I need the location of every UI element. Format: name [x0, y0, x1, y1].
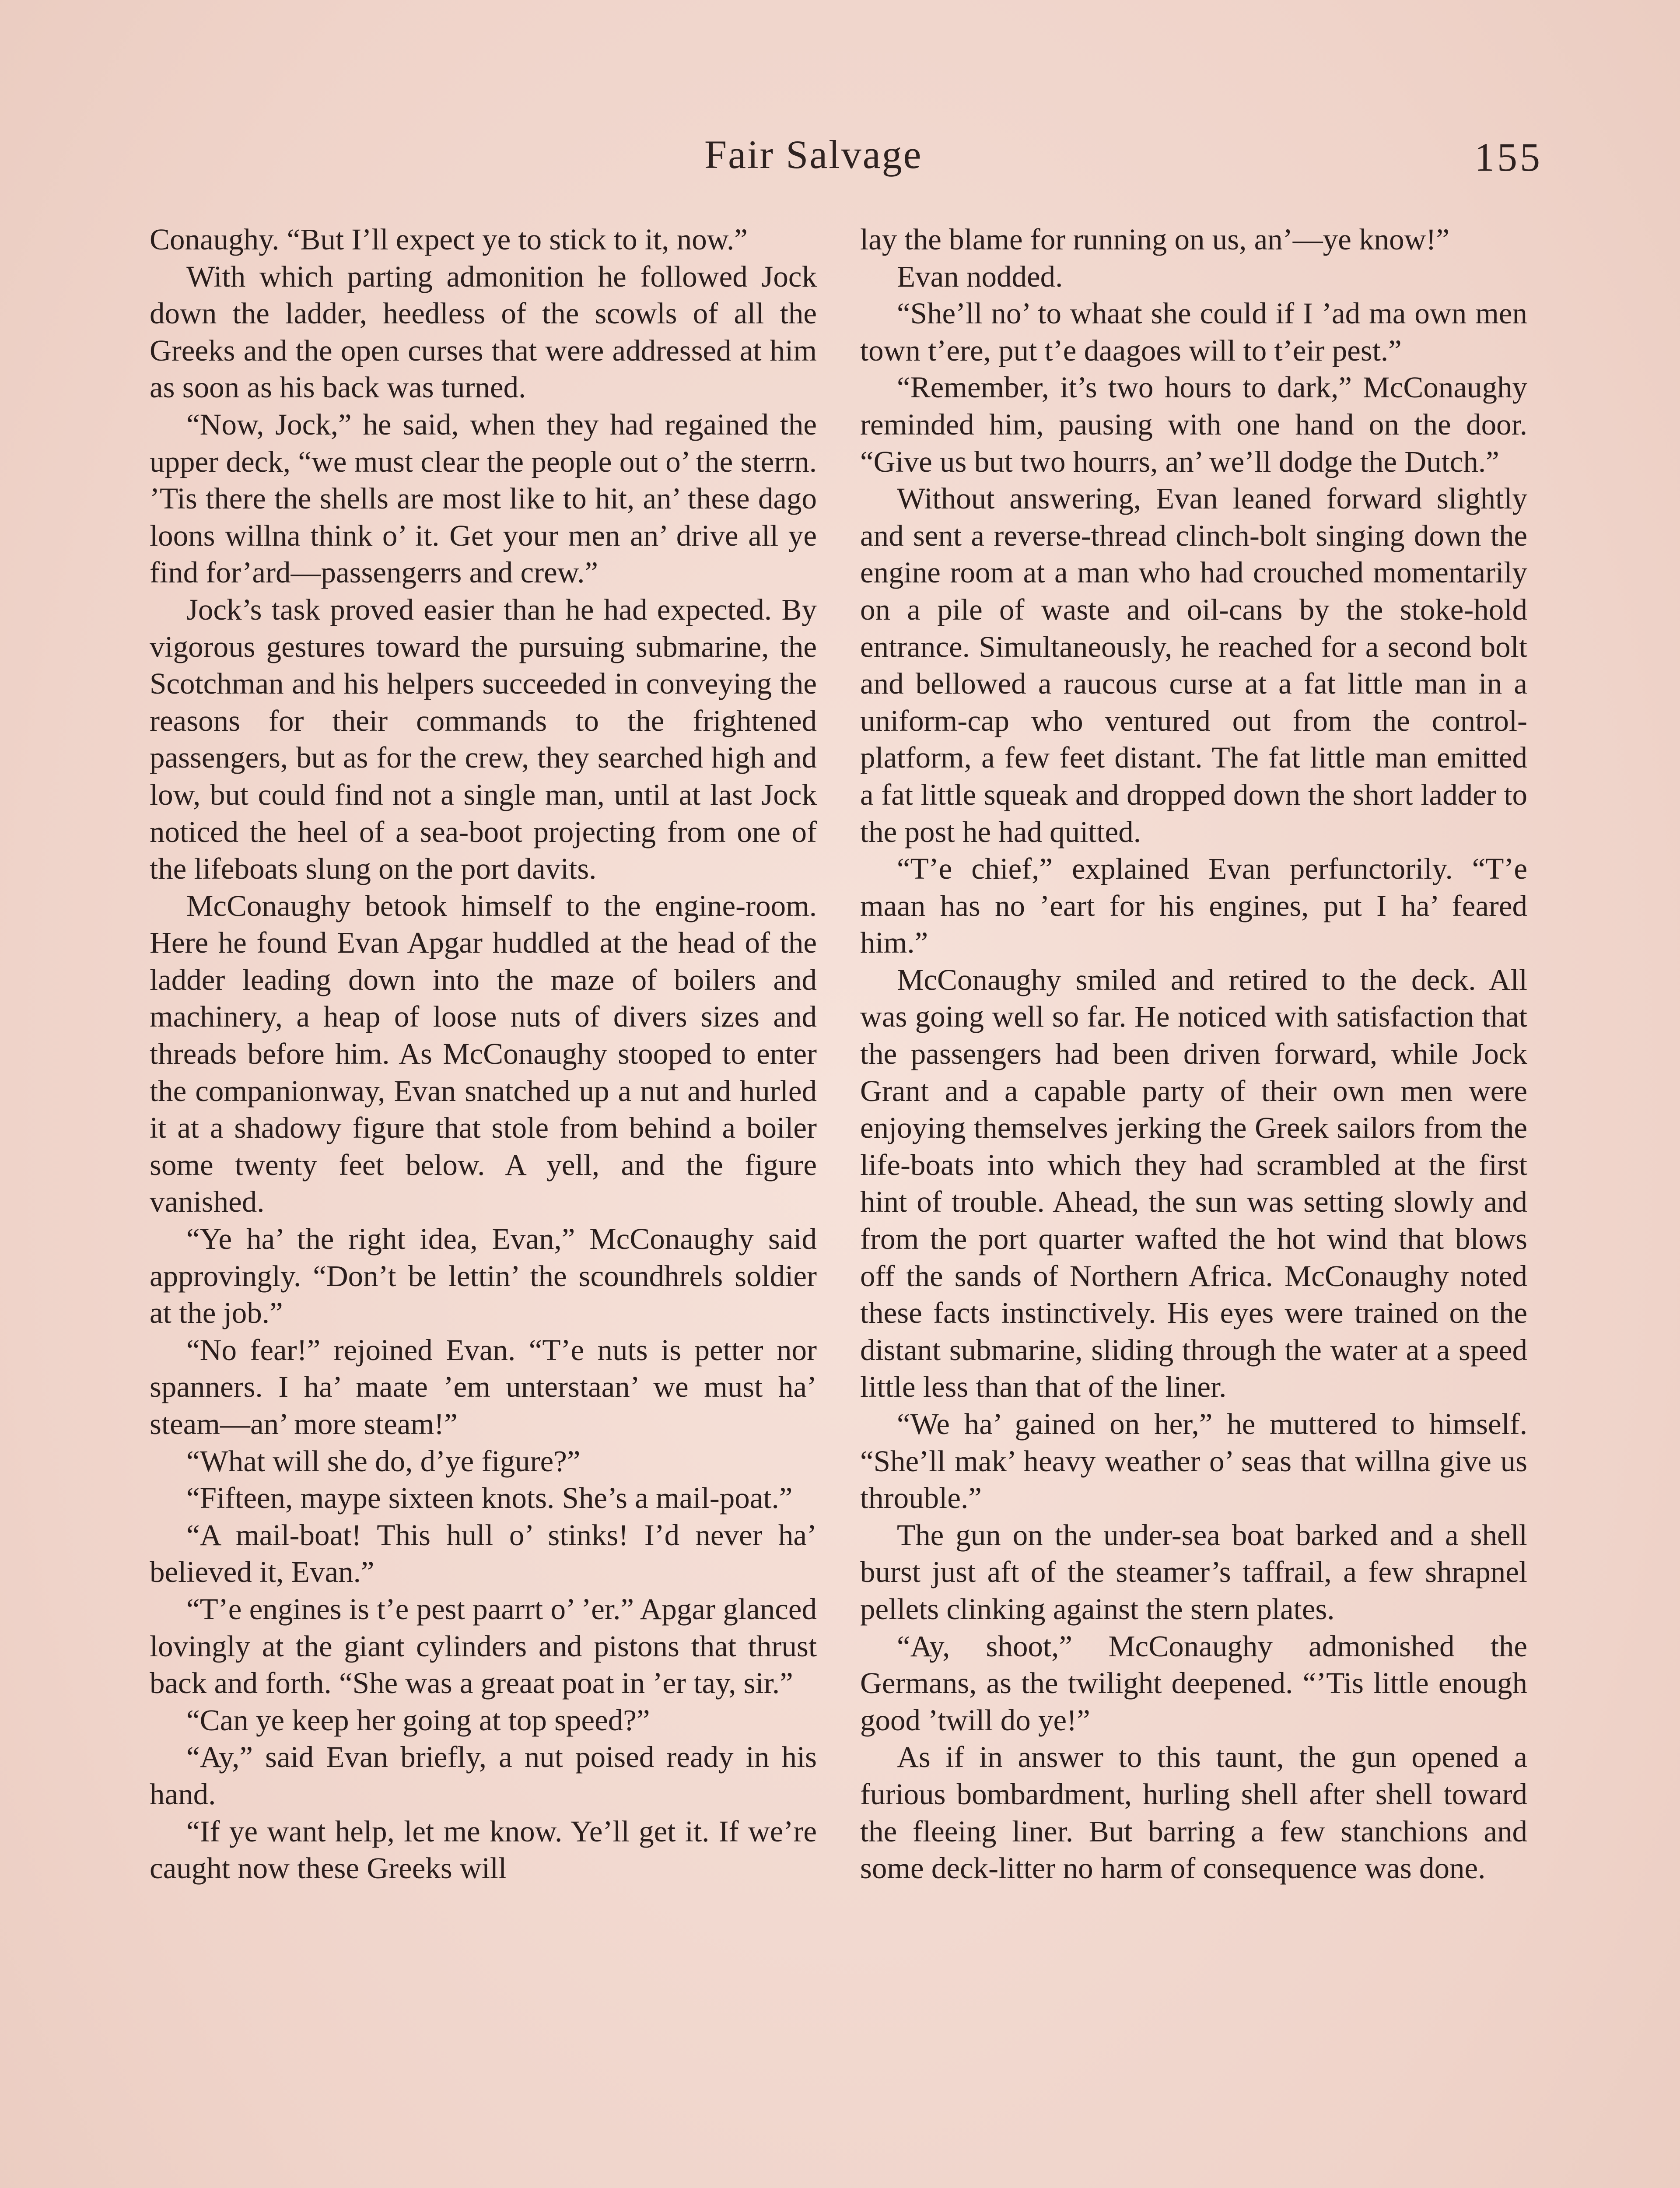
- paragraph: “Now, Jock,” he said, when they had regained the upper deck, “we must clear the people out o’ the sterrn. ’Tis there the shells are most like to hit, an’ these dago loons willna think o’ it. Get your men an’ drive all ye find for’ard—passengerrs and crew.”: [150, 407, 817, 589]
- paragraph: With which parting admonition he followed Jock down the ladder, heedless of the scowls of all the Greeks and the open curses that were addressed at him as soon as his back was turned.: [150, 259, 817, 404]
- page-number: 155: [1474, 135, 1543, 179]
- left-text-column: [150, 221, 817, 1887]
- paragraph: “Ye ha’ the right idea, Evan,” McConaughy said approvingly. “Don’t be lettin’ the scoundhrels soldier at the job.”: [150, 1222, 817, 1330]
- paragraph: “She’ll no’ to whaat she could if I ’ad ma own men town t’ere, put t’e daagoes will to t’eir pest.”: [860, 297, 1527, 367]
- paragraph: “Fifteen, maype sixteen knots. She’s a mail-poat.”: [186, 1481, 793, 1515]
- running-header: [0, 131, 1680, 184]
- paragraph: As if in answer to this taunt, the gun opened a furious bombardment, hurling shell after shell toward the fleeing liner. But barring a few stanchions and some deck-litter no harm of consequence was done.: [860, 1740, 1527, 1885]
- paragraph: “A mail-boat! This hull o’ stinks! I’d never ha’ believed it, Evan.”: [150, 1518, 817, 1589]
- paragraph: “We ha’ gained on her,” he muttered to himself. “She’ll mak’ heavy weather o’ seas that willna give us throuble.”: [860, 1407, 1527, 1515]
- right-text-column: [860, 221, 1527, 1887]
- paragraph: “T’e chief,” explained Evan perfunctorily. “T’e maan has no ’eart for his engines, put I ha’ feared him.”: [860, 852, 1527, 960]
- paragraph: Jock’s task proved easier than he had expected. By vigorous gestures toward the pursuing submarine, the Scotchman and his helpers succeeded in conveying the reasons for their commands to the frightened passengers, but as for the crew, they searched high and low, but could find not a single man, until at last Jock noticed the heel of a sea-boot projecting from one of the lifeboats slung on the port davits.: [150, 593, 817, 886]
- paragraph: Conaughy. “But I’ll expect ye to stick to it, now.”: [150, 223, 748, 256]
- paragraph: McConaughy betook himself to the engine-room. Here he found Evan Apgar huddled at the head of the ladder leading down into the maze of boilers and machinery, a heap of loose nuts of divers sizes and threads before him. As McConaughy stooped to enter the companionway, Evan snatched up a nut and hurled it at a shadowy figure that stole from behind a boiler some twenty feet below. A yell, and the figure vanished.: [150, 889, 817, 1219]
- paragraph: “Ay, shoot,” McConaughy admonished the Germans, as the twilight deepened. “’Tis little enough good ’twill do ye!”: [860, 1629, 1527, 1737]
- paragraph: Without answering, Evan leaned forward slightly and sent a reverse-thread clinch-bolt singing down the engine room at a man who had crouched momentarily on a pile of waste and oil-cans by the stoke-hold entrance. Simultaneously, he reached for a second bolt and bellowed a raucous curse at a fat little man in a uniform-cap who ventured out from the control-platform, a few feet distant. The fat little man emitted a fat little squeak and dropped down the short ladder to the post he had quitted.: [860, 482, 1527, 849]
- paragraph: “Can ye keep her going at top speed?”: [186, 1703, 650, 1737]
- paragraph: The gun on the under-sea boat barked and a shell burst just aft of the steamer’s taffrail, a few shrapnel pellets clinking against the stern plates.: [860, 1518, 1527, 1626]
- paragraph: Evan nodded.: [897, 259, 1063, 293]
- paragraph: “Remember, it’s two hours to dark,” McConaughy reminded him, pausing with one hand on the door. “Give us but two hourrs, an’ we’ll dodge the Dutch.”: [860, 371, 1527, 478]
- paragraph: lay the blame for running on us, an’—ye know!”: [860, 223, 1450, 256]
- running-title: Fair Salvage: [704, 132, 923, 177]
- paragraph: “No fear!” rejoined Evan. “T’e nuts is petter nor spanners. I ha’ maate ’em unterstaan’ we must ha’ steam—an’ more steam!”: [150, 1333, 817, 1441]
- paragraph: “T’e engines is t’e pest paarrt o’ ’er.” Apgar glanced lovingly at the giant cylinders and pistons that thrust back and forth. “She was a greaat poat in ’er tay, sir.”: [150, 1592, 817, 1700]
- paragraph: “What will she do, d’ye figure?”: [186, 1444, 581, 1478]
- paragraph: McConaughy smiled and retired to the deck. All was going well so far. He noticed with satisfaction that the passengers had been driven forward, while Jock Grant and a capable party of their own men were enjoying themselves jerking the Greek sailors from the life-boats into which they had scrambled at the first hint of trouble. Ahead, the sun was setting slowly and from the port quarter wafted the hot wind that blows off the sands of Northern Africa. McConaughy noted these facts instinctively. His eyes were trained on the distant submarine, sliding through the water at a speed little less than that of the liner.: [860, 963, 1527, 1404]
- paragraph: “Ay,” said Evan briefly, a nut poised ready in his hand.: [150, 1740, 817, 1811]
- paragraph: “If ye want help, let me know. Ye’ll get it. If we’re caught now these Greeks will: [150, 1814, 817, 1885]
